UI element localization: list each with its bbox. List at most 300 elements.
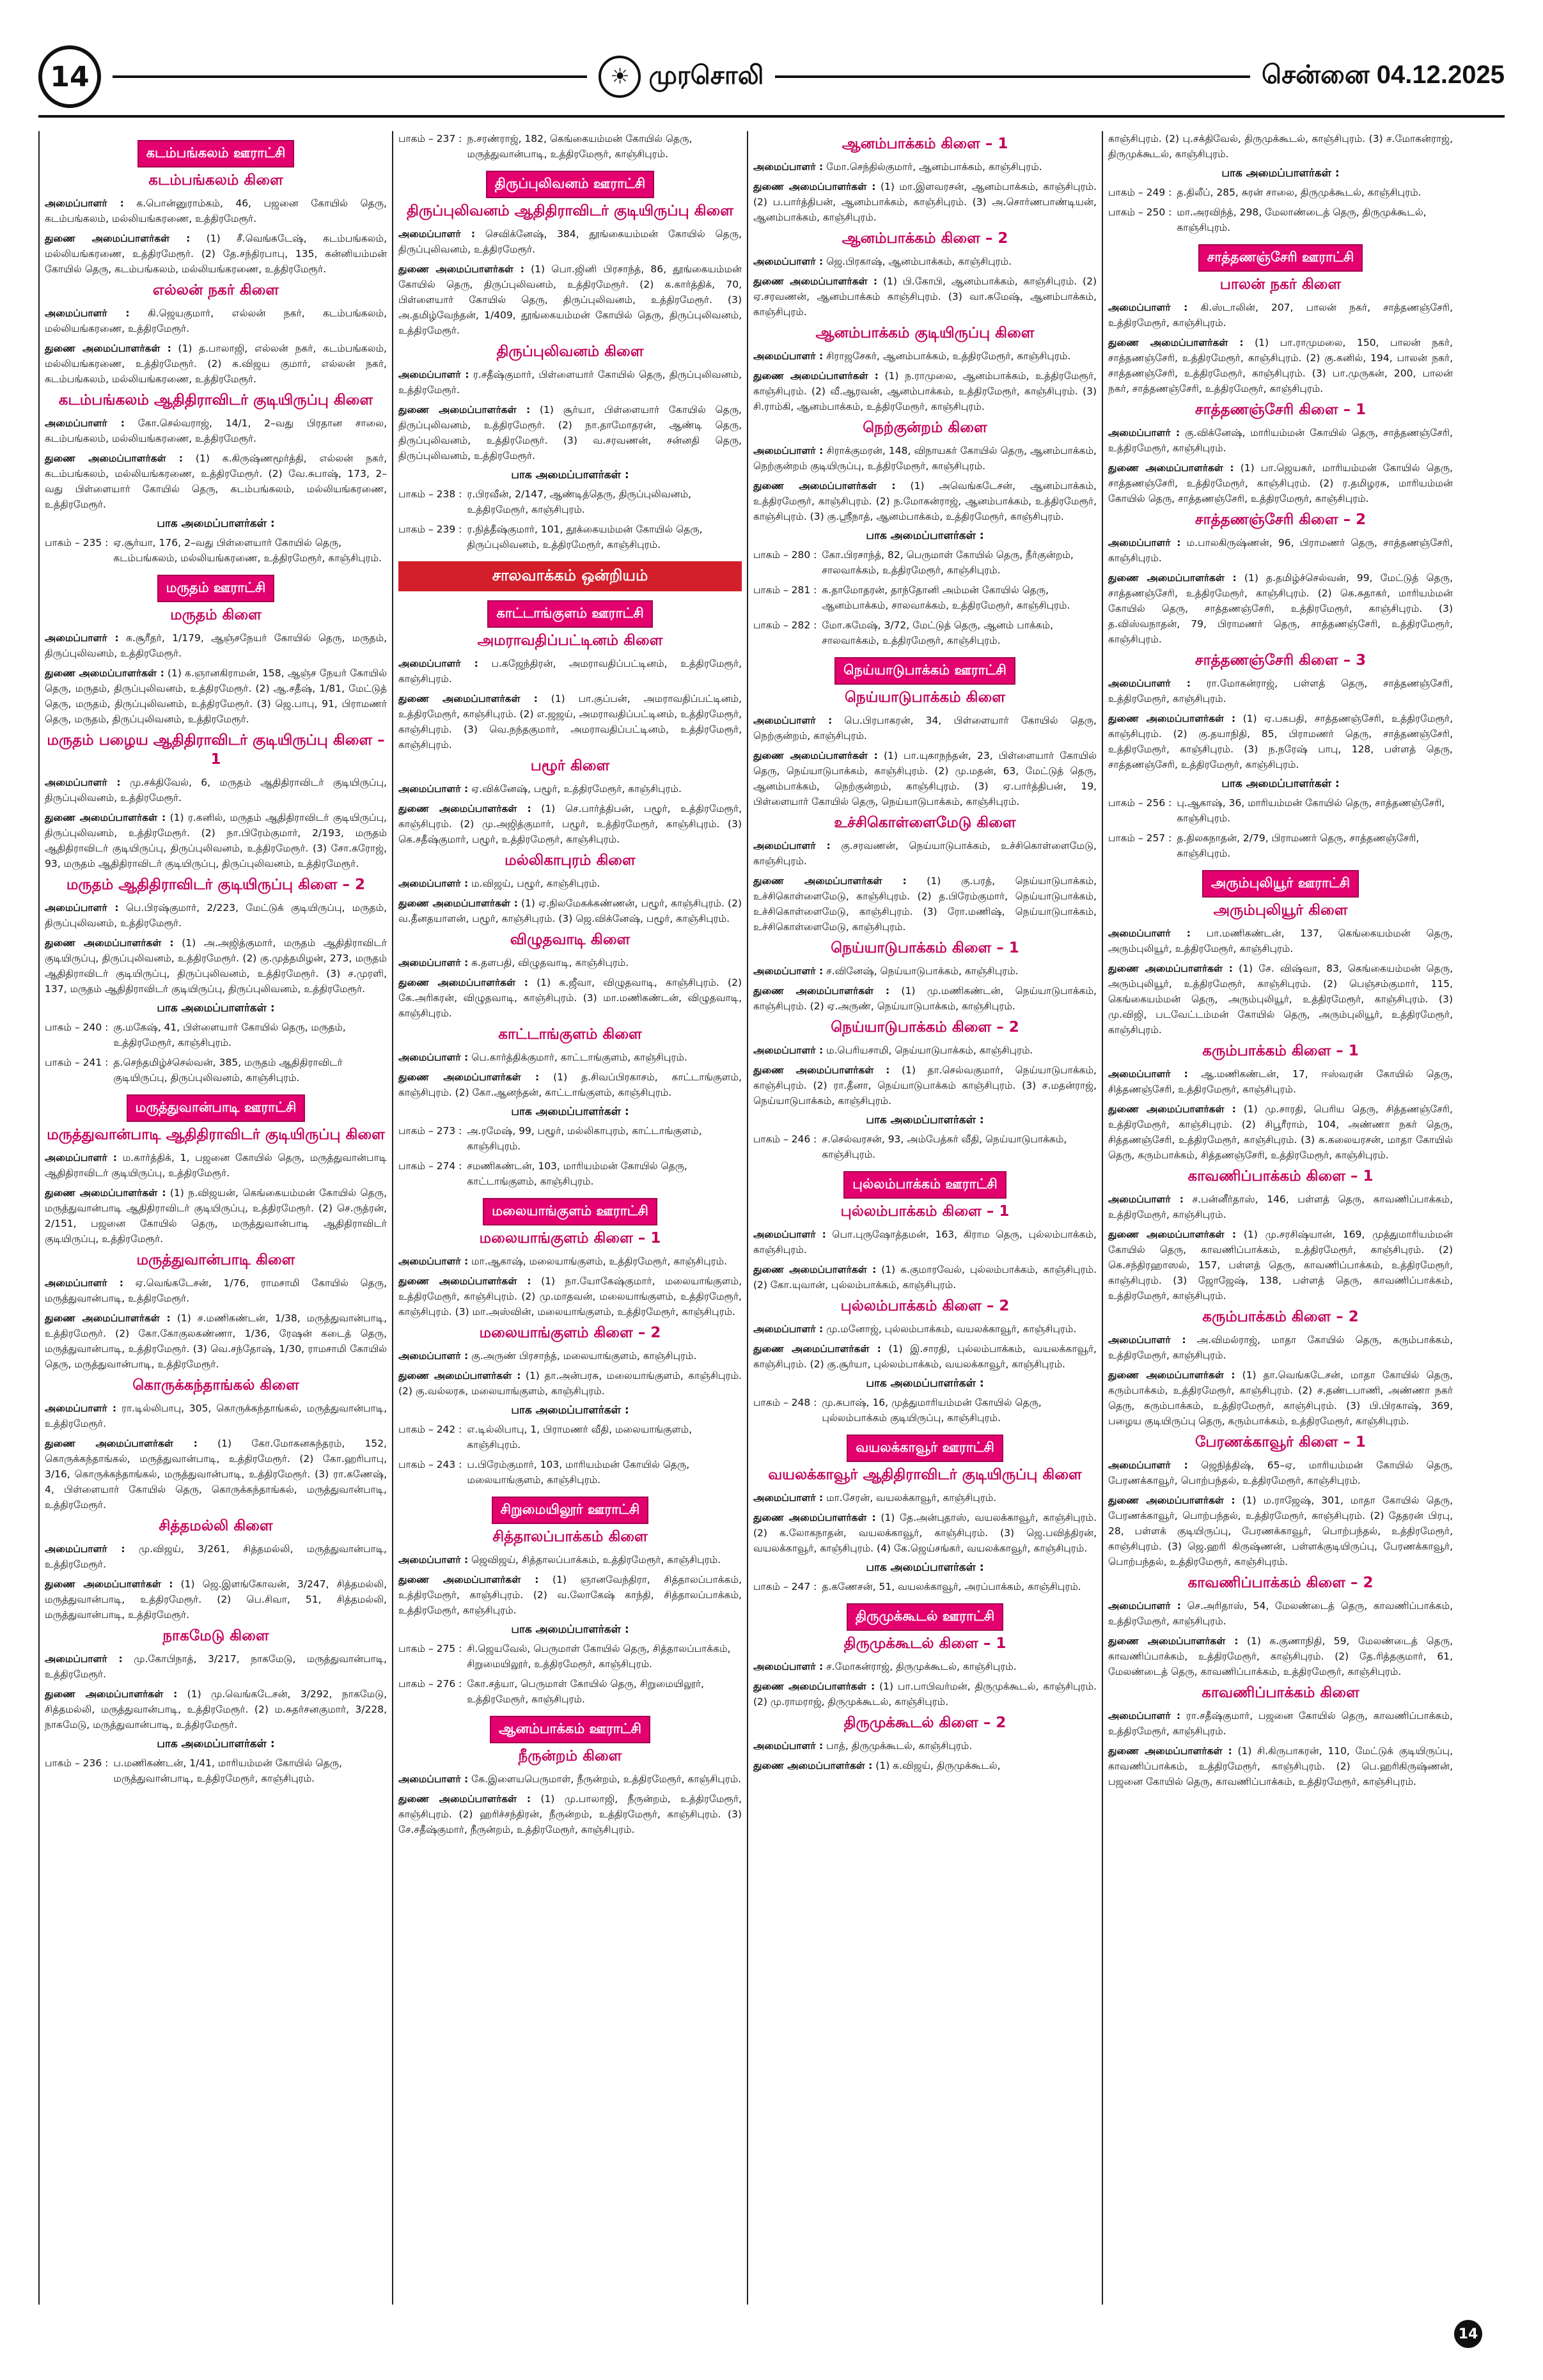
role-label: துணை அமைப்பாளர்கள் : (753, 369, 879, 382)
role-label: துணை அமைப்பாளர்கள் : (1108, 1745, 1232, 1757)
role-label: துணை அமைப்பாளர்கள் : (398, 897, 518, 909)
branch-heading: பேரணக்காவூர் கிளை – 1 (1195, 1434, 1366, 1451)
masthead-logo-icon: ☀ (599, 56, 641, 98)
branch-heading: திருப்புலிவனம் கிளை (496, 343, 644, 361)
deputy-organizers-entry (398, 1069, 742, 1100)
role-label: அமைப்பாளர் : (398, 1773, 469, 1785)
section-member: மா.அரவிந்த், 298, மேலாண்டைத் தெரு, திருமுக்கூடல், காஞ்சிபுரம். (1177, 206, 1427, 234)
section-organizers-heading: பாக அமைப்பாளர்கள் : (157, 517, 275, 530)
section-entry (1108, 185, 1453, 200)
deputy-organizers-entry (1108, 1227, 1453, 1303)
member-details: செவிக்னேஷ், 384, தூங்கையம்மன் கோயில் தெரு, திருப்புலிவனம், உத்திரமேரூர். (398, 228, 742, 255)
section-number: பாகம் – 281 : (753, 584, 817, 596)
panchayat-heading-text: ஆனம்பாக்கம் ஊராட்சி (490, 1716, 650, 1743)
member-details: (1) ஏ.பகபதி, சாத்தணஞ்சேரி, உத்திரமேரூர், காஞ்சிபுரம். (2) கு.தயாநிதி, 85, பிராமணர் தெரு, சாத்தணஞ்சேரி, உத்திரமேரூர், காஞ்சிபுரம். (3) ந.நரேஷ் பாபு, 128, பள்ளத் தெரு, சாத்தணஞ்சேரி, உத்திரமேரூர், காஞ்சிபுரம். (1108, 712, 1453, 770)
deputy-organizers-entry (45, 665, 387, 727)
panchayat-heading (45, 575, 387, 602)
section-number: பாகம் – 280 : (753, 548, 817, 561)
section-number: பாகம் – 249 : (1108, 187, 1172, 199)
section-member: ஏ.சூர்யா, 176, 2–வது பிள்ளையார் கோயில் தெரு, கடம்பங்கலம், மல்லியங்கரணை, உத்திரமேரூர், காஞ்சிபுரம். (113, 536, 382, 564)
role-label: அமைப்பாளர் : (753, 1323, 824, 1335)
role-label: துணை அமைப்பாளர்கள் : (1108, 462, 1234, 474)
deputy-organizers-entry (1108, 1743, 1453, 1789)
branch-heading: ஆனம்பாக்கம் கிளை – 2 (842, 229, 1008, 247)
member-details: (1) பா.ஜெயகர், மாரியம்மன் கோயில் தெரு, சாத்தணஞ்சேரி, உத்திரமேரூர், காஞ்சிபுரம். (2) ர.தமிழரசு, மாரியம்மன் கோயில் தெரு, சாத்தணஞ்சேரி, உத்திரமேரூர், காஞ்சிபுரம். (1108, 462, 1453, 505)
organizer-entry (45, 416, 387, 446)
section-number: பாகம் – 273 : (398, 1124, 462, 1137)
role-label: துணை அமைப்பாளர்கள் : (753, 275, 878, 287)
section-member: த.கணேசன், 51, வயலக்காவூர், அரப்பாக்கம், காஞ்சிபுரம். (822, 1580, 1081, 1592)
branch-heading: வயலக்காவூர் ஆதிதிராவிடர் குடியிருப்பு கிளை (768, 1466, 1082, 1483)
section-organizers-heading: பாக அமைப்பாளர்கள் : (157, 1737, 275, 1750)
panchayat-heading-text: சிறுமையிலூர் ஊராட்சி (492, 1497, 649, 1524)
role-label: அமைப்பாளர் : (45, 632, 119, 644)
role-label: அமைப்பாளர் : (398, 1349, 469, 1362)
member-details: (1) பா.ராமுமலை, 150, பாலன் நகர், சாத்தணஞ்சேரி, உத்திரமேரூர், காஞ்சிபுரம். (2) கு.கனில், 194, பாலன் நகர், சாத்தணஞ்சேரி, உத்திரமேரூர், காஞ்சிபுரம். (3) பா.முருகன், 200, பாலன் நகர், சாத்தணஞ்சேரி, உத்திரமேரூர், காஞ்சிபுரம். (1108, 337, 1453, 395)
section-number: பாகம் – 242 : (398, 1423, 462, 1435)
section-entry (45, 1020, 387, 1050)
member-details: (1) ஜெ.இளங்கோவன், 3/247, சித்தமல்லி, மருத்துவான்பாடி, உத்திரமேரூர். (2) பெ.சிவா, 51, சித்தமல்லி, மருத்துவான்பாடி, உத்திரமேரூர். (45, 1578, 387, 1621)
role-label: துணை அமைப்பாளர்கள் : (753, 749, 878, 761)
column-1 (38, 131, 393, 2305)
member-details: ஆ.மணிகண்டன், 17, ஈஸ்வரன் கோயில் தெரு, சித்தணஞ்சேரி, உத்திரமேரூர், காஞ்சிபுரம். (1108, 1068, 1453, 1095)
deputy-organizers-entry (398, 402, 742, 463)
section-entry (753, 1132, 1097, 1162)
role-label: அமைப்பாளர் : (1108, 1334, 1186, 1346)
panchayat-heading (753, 1435, 1097, 1462)
branch-heading: திருமுக்கூடல் கிளை – 1 (843, 1635, 1006, 1652)
role-label: அமைப்பாளர் : (753, 255, 824, 267)
role-label: துணை அமைப்பாளர்கள் : (45, 1578, 173, 1590)
panchayat-heading-text: வயலக்காவூர் ஊராட்சி (847, 1435, 1003, 1462)
member-details: பொ.புருஷோத்தமன், 163, கிராம தெரு, புல்லம்பாக்கம், காஞ்சிபுரம். (753, 1228, 1097, 1256)
branch-heading: சித்தாலப்பாக்கம் கிளை (492, 1528, 648, 1545)
member-details: ஜெவிஜய், சித்தாலப்பாக்கம், உத்திரமேரூர், காஞ்சிபுரம். (471, 1553, 721, 1566)
deputy-organizers-entry (45, 451, 387, 512)
member-details: கு.அருண் பிரசாந்த், மலையாங்குளம், காஞ்சிபுரம். (471, 1349, 697, 1362)
role-label: அமைப்பாளர் : (398, 1553, 469, 1566)
role-label: அமைப்பாளர் : (1108, 677, 1191, 689)
role-label: துணை அமைப்பாளர்கள் : (753, 984, 890, 997)
deputy-organizers-entry (753, 478, 1097, 524)
panchayat-heading (753, 657, 1097, 685)
role-label: துணை அமைப்பாளர்கள் : (753, 1680, 875, 1692)
member-details: மு.விஜய், 3/261, சித்தமல்லி, மருத்துவான்பாடி, உத்திரமேரூர். (45, 1543, 387, 1570)
member-details: (1) க.ஜீவா, விழுதவாடி, காஞ்சிபுரம். (2) கே.அரிகரன், விழுதவாடி, காஞ்சிபுரம். (3) மா.மணிகண்டன், விழுதவாடி, காஞ்சிபுரம். (398, 976, 742, 1019)
branch-heading: சித்தமல்லி கிளை (159, 1517, 273, 1534)
section-number: பாகம் – 250 : (1108, 206, 1172, 219)
branch-heading: அரும்புலியூர் கிளை (1213, 902, 1348, 919)
role-label: அமைப்பாளர் : (753, 714, 833, 726)
organizer-entry (753, 254, 1097, 269)
member-details: (1) மு.சாரதி, பெரிய தெரு, சித்தணஞ்சேரி, உத்திரமேரூர், காஞ்சிபுரம். (2) சிபூரீராம், 104, அண்ணா நகர் தெரு, சித்தணஞ்சேரி, உத்திரமேரூர், காஞ்சிபுரம். (3) க.கலையரசன், மாதா கோயில் தெரு, கரும்பாக்கம், சித்தணஞ்சேரி, உத்திரமேரூர், காஞ்சிபுரம். (1108, 1103, 1453, 1162)
role-label: துணை அமைப்பாளர்கள் : (398, 693, 538, 704)
section-member: பு.ஆகாஷ், 36, மாரியம்மன் கோயில் தெரு, சாத்தணஞ்சேரி, காஞ்சிபுரம். (1177, 797, 1445, 825)
deputy-organizers-entry (1108, 711, 1453, 772)
deputy-organizers-entry (398, 896, 742, 926)
organizer-entry (45, 900, 387, 931)
member-details: (1) தே.அன்புதாஸ், வயலக்காவூர், காஞ்சிபுரம். (2) க.லோகநாதன், வயலக்காவூர், காஞ்சிபுரம். (3) ஜெ.பவித்திரன், வயலக்காவூர், காஞ்சிபுரம். (4) கே.ஜெய்சங்கர், வயலக்காவூர், காஞ்சிபுரம். (753, 1511, 1097, 1554)
deputy-organizers-entry (45, 810, 387, 871)
role-label: அமைப்பாளர் : (45, 1543, 125, 1555)
member-details: (1) இ.சாரதி, புல்லம்பாக்கம், வயலக்காவூர், காஞ்சிபுரம். (2) கு.சூர்யா, புல்லம்பாக்கம், வயலக்காவூர், காஞ்சிபுரம். (753, 1342, 1097, 1370)
role-label: அமைப்பாளர் : (1108, 927, 1191, 939)
branch-heading: சாத்தணஞ்சேரி கிளை – 3 (1194, 652, 1367, 669)
member-details: க.சூரீதர், 1/179, ஆஞ்சநேயர் கோயில் தெரு, மருதம், திருப்புலிவனம், உத்திரமேரூர். (45, 632, 387, 659)
role-label: துணை அமைப்பாளர்கள் : (753, 875, 907, 887)
section-member: த.செந்தமிழ்ச்செல்வன், 385, மருதம் ஆதிதிராவிடர் குடியிருப்பு, திருப்புலிவனம், காஞ்சிபுரம். (113, 1056, 343, 1084)
role-label: அமைப்பாளர் : (1108, 426, 1180, 439)
member-details: (1) க.கிருஷ்ணமூர்த்தி, எல்லன் நகர், கடம்பங்கலம், மல்லியங்கரணை, உத்திரமேரூர். (2) வே.சுபாஷ், 173, 2–வது பிள்ளையார் கோயில் தெரு, கடம்பங்கலம், மல்லியங்கரணை, உத்திரமேரூர். (45, 452, 387, 510)
page-header (38, 38, 1505, 118)
member-details: ச.வினேஷ், நெய்யாடுபாக்கம், காஞ்சிபுரம். (826, 965, 1019, 977)
panchayat-heading (398, 1497, 742, 1524)
panchayat-heading-text: கடம்பங்கலம் ஊராட்சி (137, 140, 295, 167)
role-label: துணை அமைப்பாளர்கள் : (45, 452, 184, 464)
deputy-organizers-entry (753, 1510, 1097, 1556)
section-number: பாகம் – 237 : (398, 133, 462, 144)
organizer-entry (753, 1490, 1097, 1505)
deputy-organizers-entry (753, 1062, 1097, 1108)
role-label: அமைப்பாளர் : (753, 1228, 826, 1240)
role-label: அமைப்பாளர் : (1108, 1193, 1184, 1205)
role-label: அமைப்பாளர் : (45, 307, 130, 319)
section-entry (753, 547, 1097, 578)
role-label: அமைப்பாளர் : (753, 350, 824, 362)
member-details: மு.கோபிநாத், 3/217, நாகமேடு, மருத்துவான்பாடி, உத்திரமேரூர். (45, 1653, 387, 1680)
branch-heading: நெய்யாடுபாக்கம் கிளை – 2 (831, 1018, 1019, 1036)
role-label: அமைப்பாளர் : (753, 444, 824, 456)
panchayat-heading-text: சாத்தணஞ்சேரி ஊராட்சி (1198, 244, 1363, 272)
branch-heading: உச்சிகொள்ளைமேடு கிளை (834, 814, 1016, 831)
member-details: (1) மு.பாலாஜி, நீருன்றம், உத்திரமேரூர், காஞ்சிபுரம். (2) ஹரிச்சந்திரன், நீருன்றம், உத்திரமேரூர், காஞ்சிபுரம். (3) சே.சதீஷ்குமார், நீருன்றம், உத்திரமேரூர், காஞ்சிபுரம். (398, 1793, 742, 1835)
organizer-entry (45, 1275, 387, 1306)
deputy-organizers-entry (398, 1572, 742, 1618)
role-label: துணை அமைப்பாளர்கள் : (45, 811, 166, 823)
deputy-organizers-entry (45, 1576, 387, 1622)
member-details: (1) கோ.மோகனசுந்தரம், 152, கொருக்கந்தாங்கல், மருத்துவான்பாடி, உத்திரமேரூர். (2) கோ.ஹரிபாபு, 3/16, கொருக்கந்தாங்கல், மருத்துவான்பாடி, உத்திரமேரூர். (3) ரா.கணேஷ், 4, பிள்ளையார் கோயில் தெரு, கொருக்கந்தாங்கல், மருத்துவான்பாடி, உத்திரமேரூர். (45, 1437, 387, 1511)
member-details: (1) சூர்யா, பிள்ளையார் கோயில் தெரு, திருப்புலிவனம், உத்திரமேரூர். (2) நா.தாமோதரன், ஆண்டி தெரு, திருப்புலிவனம், உத்திரமேரூர். (3) வ.சரவணன், சன்னதி தெரு, திருப்புலிவனம், உத்திரமேரூர். (398, 403, 742, 462)
role-label: அமைப்பாளர் : (753, 160, 824, 173)
role-label: அமைப்பாளர் : (45, 776, 121, 788)
branch-heading: காவணிப்பாக்கம் கிளை – 2 (1187, 1575, 1374, 1592)
branch-heading: கடம்பங்கலம் ஆதிதிராவிடர் குடியிருப்பு கிளை (58, 391, 373, 408)
panchayat-heading-text: திருமுக்கூடல் ஊராட்சி (847, 1603, 1003, 1631)
member-details: சிராஜசேகர், ஆனம்பாக்கம், உத்திரமேரூர், காஞ்சிபுரம். (826, 350, 1071, 362)
member-details: க.தளபதி, விழுதவாடி, காஞ்சிபுரம். (471, 956, 629, 968)
branch-heading: மருதம் கிளை (170, 606, 262, 623)
section-entry (398, 522, 742, 552)
role-label: துணை அமைப்பாளர்கள் : (753, 1511, 876, 1523)
section-member: கோ.பிரசாந்த், 82, பெருமாள் கோயில் தெரு, நீர்குன்றம், சாலவாக்கம், உத்திரமேரூர், காஞ்சிபுரம். (822, 548, 1074, 576)
section-number: பாகம் – 275 : (398, 1642, 462, 1654)
section-member: சமணிகண்டன், 103, மாரியம்மன் கோயில் தெரு, காட்டாங்குளம், காஞ்சிபுரம். (467, 1160, 687, 1187)
role-label: துணை அமைப்பாளர்கள் : (45, 342, 171, 354)
member-details: பாத், திருமுக்கூடல், காஞ்சிபுரம். (826, 1739, 973, 1752)
member-details: மு.மனோஜ், புல்லம்பாக்கம், வயலக்காவூர், காஞ்சிபுரம். (826, 1323, 1077, 1335)
role-label: அமைப்பாளர் : (753, 839, 831, 852)
member-details: (1) சி.கிருபாகரன், 110, மேட்டுக் குடியிருப்பு, காவணிப்பாக்கம், உத்திரமேரூர், காஞ்சிபுரம். (2) பெ.ஹரிகிருஷ்ணன், பஜனை கோயில் தெரு, காவணிப்பாக்கம், உத்திரமேரூர், காஞ்சிபுரம். (1108, 1745, 1453, 1787)
role-label: அமைப்பாளர் : (398, 228, 476, 240)
branch-heading: ஆனம்பாக்கம் கிளை – 1 (842, 136, 1008, 152)
deputy-organizers-entry (398, 975, 742, 1021)
member-details: (1) செ.பார்த்திபன், பழூர், உத்திரமேரூர், காஞ்சிபுரம். (2) மு.அஜித்குமார், பழூர், உத்திரமேரூர், காஞ்சிபுரம். (3) கெ.சதீஷ்குமார், பழூர், உத்திரமேரூர், காஞ்சிபுரம். (398, 802, 742, 845)
organizer-entry (1108, 1332, 1453, 1363)
section-entry (398, 1422, 742, 1452)
section-number: பாகம் – 248 : (753, 1396, 817, 1408)
role-label: துணை அமைப்பாளர்கள் : (753, 1263, 877, 1275)
branch-heading: சாத்தணஞ்சேரி கிளை – 1 (1194, 401, 1367, 419)
section-entry (398, 1123, 742, 1154)
section-entry (753, 1579, 1097, 1594)
deputy-organizers-entry (398, 261, 742, 338)
member-details: (1) க.விஜய், திருமுக்கூடல், (875, 1759, 1001, 1771)
role-label: துணை அமைப்பாளர்கள் : (398, 1369, 521, 1381)
branch-heading: மலையாங்குளம் கிளை – 2 (479, 1324, 661, 1341)
organizer-entry (398, 876, 742, 891)
section-organizers-heading: பாக அமைப்பாளர்கள் : (511, 469, 629, 482)
section-member: மோ.கமேஷ், 3/72, மேட்டுத் தெரு, ஆனம் பாக்கம், சாலவாக்கம், உத்திரமேரூர், காஞ்சிபுரம். (822, 619, 1054, 646)
member-details: (1) ந.விஜயன், கெங்கையம்மன் கோயில் தெரு, மருத்துவான்பாடி ஆதிதிராவிடர் குடியிருப்பு, உத்திரமேரூர். (2) செ.ருத்ரன், 2/151, பஜனை கோயில் தெரு, மருத்துவான்பாடி ஆதிதிராவிடர் குடியிருப்பு, உத்திரமேரூர். (45, 1186, 387, 1245)
section-entry (398, 486, 742, 517)
member-details: கு.சரவணன், நெய்யாடுபாக்கம், உச்சிகொள்ளைமேடு, காஞ்சிபுரம். (753, 839, 1097, 867)
column-3 (748, 131, 1103, 2305)
organizer-entry (753, 1043, 1097, 1058)
role-label: துணை அமைப்பாளர்கள் : (45, 1186, 166, 1199)
section-organizers-heading: பாக அமைப்பாளர்கள் : (511, 1622, 629, 1636)
section-organizers-heading: பாக அமைப்பாளர்கள் : (866, 529, 984, 542)
member-details: (1) ர.கனில், மருதம் ஆதிதிராவிடர் குடியிருப்பு, திருப்புலிவனம், உத்திரமேரூர். (2) நா.பிரேம்குமார், 2/193, மருதம் ஆதிதிராவிடர் குடியிருப்பு, திருப்புலிவனம், உத்திரமேரூர். (3) சோ.கரோஜ், 93, மருதம் ஆதிதிராவிடர் குடியிருப்பு, திருப்புலிவனம், உத்திரமேரூர். (45, 811, 387, 869)
member-details: ம.விஜய், பழூர், காஞ்சிபுரம். (471, 877, 600, 889)
member-details: (1) மு.மணிகண்டன், நெய்யாடுபாக்கம், காஞ்சிபுரம். (2) ஏ.அருண், நெய்யாடுபாக்கம், காஞ்சிபுரம். (753, 984, 1097, 1012)
organizer-entry (1108, 1708, 1453, 1739)
header-rule-left (113, 75, 587, 78)
member-details: ஜெ.பிரகாஷ், ஆனம்பாக்கம், காஞ்சிபுரம். (826, 255, 1012, 267)
member-details: (1) பா.யுகாநந்தன், 23, பிள்ளையார் கோயில் தெரு, நெய்யாடுபாக்கம், காஞ்சிபுரம். (2) மு.மதன், 63, மேட்டுத் தெரு, ஆனம்பாக்கம், நெற்குன்றம், காஞ்சிபுரம். (3) ஏ.பார்த்திபன், 19, பிள்ளையார் கோயில் தெரு, நெய்யாடுபாக்கம், காஞ்சிபுரம். (753, 749, 1097, 807)
branch-heading: நெய்யாடுபாக்கம் கிளை – 1 (831, 939, 1019, 956)
role-label: துணை அமைப்பாளர்கள் : (398, 263, 524, 275)
organizer-entry (398, 367, 742, 398)
role-label: துணை அமைப்பாளர்கள் : (753, 1342, 881, 1355)
member-details: (1) ஏ.நிலமேகக்கண்ணன், பழூர், காஞ்சிபுரம். (2) வ.தீனதயாளன், பழூர், காஞ்சிபுரம். (3) ஜெ.விக்னேஷ், பழூர், காஞ்சிபுரம். (398, 897, 742, 924)
branch-heading: பாலன் நகர் கிளை (1219, 276, 1342, 293)
member-details: (1) மு.வெங்கடேசன், 3/292, நாகமேடு, சித்தமல்லி, மருத்துவான்பாடி, உத்திரமேரூர். (2) ம.சுதர்சனகுமார், 3/228, நாகமேடு, மருத்துவான்பாடி, உத்திரமேரூர். (45, 1688, 388, 1731)
member-details: பெ.பிரஷ்குமார், 2/223, மேட்டுக் குடியிருப்பு, மருதம், திருப்புலிவனம், உத்திரமேரூர். (45, 901, 387, 929)
section-member: த.திலகநாதன், 2/79, பிராமணர் தெரு, சாத்தணஞ்சேரி, காஞ்சிபுரம். (1177, 832, 1420, 860)
role-label: அமைப்பாளர் : (398, 782, 469, 795)
member-details: ம.பாலகிருஷ்ணன், 96, பிராமணர் தெரு, சாத்தணஞ்சேரி, காஞ்சிபுரம். (1108, 536, 1453, 564)
deputy-organizers-entry (1108, 961, 1453, 1038)
role-label: அமைப்பாளர் : (45, 1653, 123, 1665)
organizer-entry (45, 196, 387, 226)
continued-text: காஞ்சிபுரம். (2) பு.சக்திவேல், திருமுக்கூடல், காஞ்சிபுரம். (3) ச.மோகன்ராஜ், திருமுக்கூடல், காஞ்சிபுரம். (1108, 133, 1453, 160)
organizer-entry (1108, 1066, 1453, 1097)
member-details: (1) க.குணாநிதி, 59, மேலண்டைத் தெரு, காவணிப்பாக்கம், உத்திரமேரூர், காஞ்சிபுரம். (2) தே.ரித்தகுமார், 61, மேலண்டைத் தெரு, காவணிப்பாக்கம், உத்திரமேரூர், காஞ்சிபுரம். (1108, 1635, 1453, 1677)
role-label: துணை அமைப்பாளர்கள் : (753, 1759, 873, 1771)
member-details: மா.ஆகாஷ், மலையாங்குளம், உத்திரமேரூர், காஞ்சிபுரம். (471, 1255, 728, 1267)
branch-heading: புல்லம்பாக்கம் கிளை – 2 (840, 1297, 1010, 1314)
section-entry (398, 131, 742, 162)
organizer-entry (753, 963, 1097, 979)
section-organizers-heading: பாக அமைப்பாளர்கள் : (1221, 167, 1340, 180)
role-label: அமைப்பாளர் : (398, 956, 469, 968)
branch-heading: சாத்தணஞ்சேரி கிளை – 2 (1194, 511, 1367, 529)
organizer-entry (45, 1651, 387, 1682)
panchayat-heading (45, 1094, 387, 1122)
organizer-entry (753, 348, 1097, 364)
branch-heading: நெய்யாடுபாக்கம் கிளை (844, 688, 1006, 706)
panchayat-heading (398, 171, 742, 198)
section-number: பாகம் – 246 : (753, 1133, 817, 1145)
section-number: பாகம் – 239 : (398, 524, 462, 536)
role-label: அமைப்பாளர் : (1108, 301, 1188, 313)
section-organizers-heading: பாக அமைப்பாளர்கள் : (1221, 777, 1340, 791)
organizer-entry (1108, 1598, 1453, 1629)
member-details: கி.ஸ்டாலின், 207, பாலன் நகர், சாத்தணஞ்சேரி, உத்திரமேரூர், காஞ்சிபுரம். (1108, 301, 1453, 329)
section-member: மு.சுபாஷ், 16, முத்துமாரியம்மன் கோயில் தெரு, புல்லம்பாக்கம் குடியிருப்பு, காஞ்சிபுரம். (822, 1396, 1042, 1424)
member-details: பெ.பிரபாகரன், 34, பிள்ளையார் கோயில் தெரு, நெற்குன்றம், காஞ்சிபுரம். (753, 714, 1097, 742)
branch-heading: கொருக்கந்தாங்கல் கிளை (132, 1376, 299, 1394)
section-organizers-heading: பாக அமைப்பாளர்கள் : (157, 1001, 275, 1015)
organizer-entry (398, 1552, 742, 1567)
footer-page-number: 14 (1454, 2320, 1482, 2348)
panchayat-heading-text: மருத்துவான்பாடி ஊராட்சி (127, 1094, 306, 1122)
union-heading: சாலவாக்கம் ஒன்றியம் (398, 561, 742, 591)
role-label: அமைப்பாளர் : (398, 657, 478, 669)
panchayat-heading (398, 1198, 742, 1225)
section-organizers-heading: பாக அமைப்பாளர்கள் : (866, 1113, 984, 1126)
deputy-organizers-entry (753, 179, 1097, 225)
deputy-organizers-entry (398, 691, 742, 752)
member-details: கு.விக்னேஷ், மாரியம்மன் கோயில் தெரு, சாத்தணஞ்சேரி, உத்திரமேரூர், காஞ்சிபுரம். (1108, 426, 1453, 454)
role-label: துணை அமைப்பாளர்கள் : (1108, 1369, 1235, 1381)
section-entry (1108, 205, 1453, 235)
member-details: ஏ.விக்னேஷ், பழூர், உத்திரமேரூர், காஞ்சிபுரம். (471, 782, 682, 795)
organizer-entry (1108, 425, 1453, 456)
deputy-organizers-entry (753, 1758, 1097, 1773)
deputy-organizers-entry (45, 1185, 387, 1247)
section-member: ந.சரண்ராஜ், 182, கெங்கையம்மன் கோயில் தெரு, மருத்துவான்பாடி, உத்திரமேரூர், காஞ்சிபுரம். (467, 133, 693, 160)
member-details: ரா.மோகன்ராஜ், பள்ளத் தெரு, சாத்தணஞ்சேரி, உத்திரமேரூர், காஞ்சிபுரம். (1108, 677, 1453, 704)
member-details: (1) பி.கோபி, ஆனம்பாக்கம், காஞ்சிபுரம். (2) ஏ.சரவணன், ஆனம்பாக்கம் காஞ்சிபுரம். (3) வா.கமேஷ், ஆனம்பாக்கம், காஞ்சிபுரம். (753, 275, 1097, 318)
organizer-entry (1108, 300, 1453, 331)
section-number: பாகம் – 235 : (45, 536, 109, 548)
member-details: ரா.சதீஷ்குமார், பஜனை கோயில் தெரு, காவணிப்பாக்கம், உத்திரமேரூர், காஞ்சிபுரம். (1108, 1709, 1453, 1737)
deputy-organizers-entry (753, 1341, 1097, 1372)
section-number: பாகம் – 241 : (45, 1056, 109, 1068)
role-label: துணை அமைப்பாளர்கள் : (45, 1312, 171, 1324)
branch-heading: கரும்பாக்கம் கிளை – 2 (1202, 1309, 1359, 1326)
branch-heading: மலையாங்குளம் கிளை – 1 (479, 1229, 661, 1247)
organizer-entry (753, 1227, 1097, 1257)
role-label: அமைப்பாளர் : (1108, 1709, 1181, 1722)
organizer-entry (398, 656, 742, 687)
section-entry (398, 1158, 742, 1189)
panchayat-heading-text: புல்லம்பாக்கம் ஊராட்சி (843, 1171, 1006, 1199)
member-details: சிராக்குமரன், 148, விநாயகர் கோயில் தெரு, ஆனம்பாக்கம், நெற்குன்றம் குடியிருப்பு, உத்திரமேரூர், காஞ்சிபுரம். (753, 444, 1097, 472)
member-details: (1) ம.ராஜேஷ், 301, மாதா கோயில் தெரு, பேரணக்காவூர், பொற்பந்தல், உத்திரமேரூர், காஞ்சிபுரம். (2) தேதரன் பிரபு, 28, பள்ளக் குடியிருப்பு, பேரணக்காவூர், பொற்பந்தல், உத்திரமேரூர், காஞ்சிபுரம். (3) ஜெ.ஹரி கிருஷ்ணன், பள்ளக்குடியிருப்பு, பேரணக்காவூர், பொற்பந்தல், உத்திரமேரூர், காஞ்சிபுரம். (1108, 1494, 1453, 1568)
organizer-entry (398, 1771, 742, 1787)
deputy-organizers-entry (1108, 460, 1453, 506)
deputy-organizers-entry (1108, 335, 1453, 396)
organizer-entry (45, 1150, 387, 1181)
panchayat-heading-text: மருதம் ஊராட்சி (157, 575, 275, 602)
deputy-organizers-entry (753, 748, 1097, 809)
organizer-entry (45, 306, 387, 336)
member-details: (1) மு.சரசிஷ்யான், 169, முத்துமாரியம்மன் கோயில் தெரு, காவணிப்பாக்கம், உத்திரமேரூர், காஞ்சிபுரம். (2) கெ.சந்திரஹாஸல், 157, பள்ளத் தெரு, காவணிப்பாக்கம், உத்திரமேரூர், காஞ்சிபுரம். (3) ஜோஜேஷ், 138, பள்ளத் தெரு, காவணிப்பாக்கம், உத்திரமேரூர், காஞ்சிபுரம். (1108, 1228, 1453, 1302)
branch-heading: காவணிப்பாக்கம் கிளை (1202, 1684, 1359, 1702)
panchayat-heading-text: நெய்யாடுபாக்கம் ஊராட்சி (834, 657, 1015, 685)
deputy-organizers-entry (45, 341, 387, 387)
section-entry (1108, 830, 1453, 861)
organizer-entry (398, 1050, 742, 1065)
member-details: ஏ.வெங்கடேசன், 1/76, ராமசாமி கோயில் தெரு, மருத்துவான்பாடி, உத்திரமேரூர். (45, 1277, 387, 1304)
panchayat-heading (753, 1171, 1097, 1199)
organizer-entry (398, 781, 742, 797)
section-entry (1108, 795, 1453, 826)
role-label: அமைப்பாளர் : (1108, 1459, 1188, 1471)
role-label: துணை அமைப்பாளர்கள் : (753, 479, 896, 492)
role-label: துணை அமைப்பாளர்கள் : (45, 232, 191, 244)
organizer-entry (45, 630, 387, 661)
branch-heading: கரும்பாக்கம் கிளை – 1 (1202, 1043, 1359, 1060)
role-label: அமைப்பாளர் : (45, 417, 125, 429)
role-label: துணை அமைப்பாளர்கள் : (753, 1064, 890, 1076)
role-label: அமைப்பாளர் : (753, 1660, 824, 1672)
role-label: அமைப்பாளர் : (45, 1402, 117, 1414)
role-label: துணை அமைப்பாளர்கள் : (398, 802, 531, 814)
deputy-organizers-entry (753, 274, 1097, 320)
panchayat-heading-text: திருப்புலிவனம் ஊராட்சி (486, 171, 654, 198)
role-label: துணை அமைப்பாளர்கள் : (398, 976, 528, 988)
member-details: கி.ஜெயகுமார், எல்லன் நகர், கடம்பங்கலம், மல்லியங்கரணை, உத்திரமேரூர். (45, 307, 387, 334)
deputy-organizers-entry (398, 1368, 742, 1399)
member-details: மு.சக்திவேல், 6, மருதம் ஆதிதிராவிடர் குடியிருப்பு, திருப்புலிவனம், உத்திரமேரூர். (45, 776, 387, 804)
member-details: (1) த.சிவப்பிரகாசம், காட்டாங்குளம், காஞ்சிபுரம். (2) கோ.ஆனந்தன், காட்டாங்குளம், காஞ்சிபுரம். (398, 1071, 742, 1098)
section-number: பாகம் – 240 : (45, 1021, 109, 1033)
member-details: (1) மா.இளவரசன், ஆனம்பாக்கம், காஞ்சிபுரம். (2) ப.பார்த்திபன், ஆனம்பாக்கம், காஞ்சிபுரம். (3) அ.சொர்ணபாண்டியன், ஆனம்பாக்கம், காஞ்சிபுரம். (753, 180, 1097, 223)
deputy-organizers-entry (753, 983, 1097, 1014)
masthead-title: முரசொலி (648, 60, 764, 90)
member-details: (1) அவெங்கடேசன், ஆனம்பாக்கம், உத்திரமேரூர், காஞ்சிபுரம். (2) ந.மோகன்ராஜ், ஆனம்பாக்கம், உத்திரமேரூர், காஞ்சிபுரம். (3) கு.ஸ்ரீநாத், ஆனம்பாக்கம், உத்திரமேரூர், காஞ்சிபுரம். (753, 479, 1097, 522)
member-details: ரா.டில்லிபாபு, 305, கொருக்கந்தாங்கல், மருத்துவான்பாடி, உத்திரமேரூர். (45, 1402, 387, 1429)
branch-heading: ஆனம்பாக்கம் குடியிருப்பு கிளை (815, 324, 1035, 341)
section-organizers-heading: பாக அமைப்பாளர்கள் : (866, 1560, 984, 1574)
section-member: ர.நித்தீஷ்குமார், 101, தூக்கையம்மன் கோயில் தெரு, திருப்புலிவனம், உத்திரமேரூர், காஞ்சிபுரம். (467, 524, 703, 551)
branch-heading: மருத்துவான்பாடி கிளை (136, 1251, 295, 1268)
role-label: அமைப்பாளர் : (1108, 536, 1181, 548)
role-label: துணை அமைப்பாளர்கள் : (45, 1688, 178, 1700)
organizer-entry (45, 775, 387, 805)
organizer-entry (1108, 535, 1453, 566)
section-entry (398, 1457, 742, 1488)
role-label: அமைப்பாளர் : (45, 1151, 118, 1163)
role-label: துணை அமைப்பாளர்கள் : (1108, 1228, 1237, 1240)
section-entry (398, 1641, 742, 1672)
member-details: (1) த.தமிழ்ச்செல்வன், 99, மேட்டுத் தெரு, சாத்தணஞ்சேரி, உத்திரமேரூர், காஞ்சிபுரம். (2) கெ.சுதாகர், மாரியம்மன் கோயில் தெரு, சாத்தணஞ்சேரி, உத்திரமேரூர், காஞ்சிபுரம். (3) த.விஸ்வநாதன், 79, பிராமணர் தெரு, சாத்தணஞ்சேரி, உத்திரமேரூர், காஞ்சிபுரம். (1108, 572, 1453, 646)
member-details: பா.மணிகண்டன், 137, கெங்கையம்மன் தெரு, அரும்புலியூர், உத்திரமேரூர், காஞ்சிபுரம். (1108, 927, 1453, 954)
masthead (599, 56, 764, 98)
section-member: ப.மணிகண்டன், 1/41, மாரியம்மன் கோயில் தெரு, மருத்துவான்பாடி, உத்திரமேரூர், காஞ்சிபுரம். (113, 1757, 342, 1784)
section-entry (753, 582, 1097, 613)
branch-heading: நாகமேடு கிளை (162, 1627, 269, 1644)
member-details: ச.மோகன்ராஜ், திருமுக்கூடல், காஞ்சிபுரம். (826, 1660, 1017, 1672)
role-label: அமைப்பாளர் : (398, 1255, 469, 1267)
member-details: (1) பா.குப்பன், அமராவதிப்பட்டினம், உத்திரமேரூர், காஞ்சிபுரம். (2) எ.ஜஜய், அமராவதிப்பட்டினம், உத்திரமேரூர், காஞ்சிபுரம். (3) வெ.நந்தகுமார், அமராவதிப்பட்டினம், உத்திரமேரூர், காஞ்சிபுரம். (398, 693, 742, 751)
section-member: கு.மகேஷ், 41, பிள்ளையார் கோயில் தெரு, மருதம், உத்திரமேரூர், காஞ்சிபுரம். (113, 1021, 346, 1048)
role-label: துணை அமைப்பாளர்கள் : (1108, 1103, 1236, 1115)
member-details: ச.பன்னீர்தாஸ், 146, பள்ளத் தெரு, காவணிப்பாக்கம், உத்திரமேரூர், காஞ்சிபுரம். (1108, 1193, 1453, 1220)
